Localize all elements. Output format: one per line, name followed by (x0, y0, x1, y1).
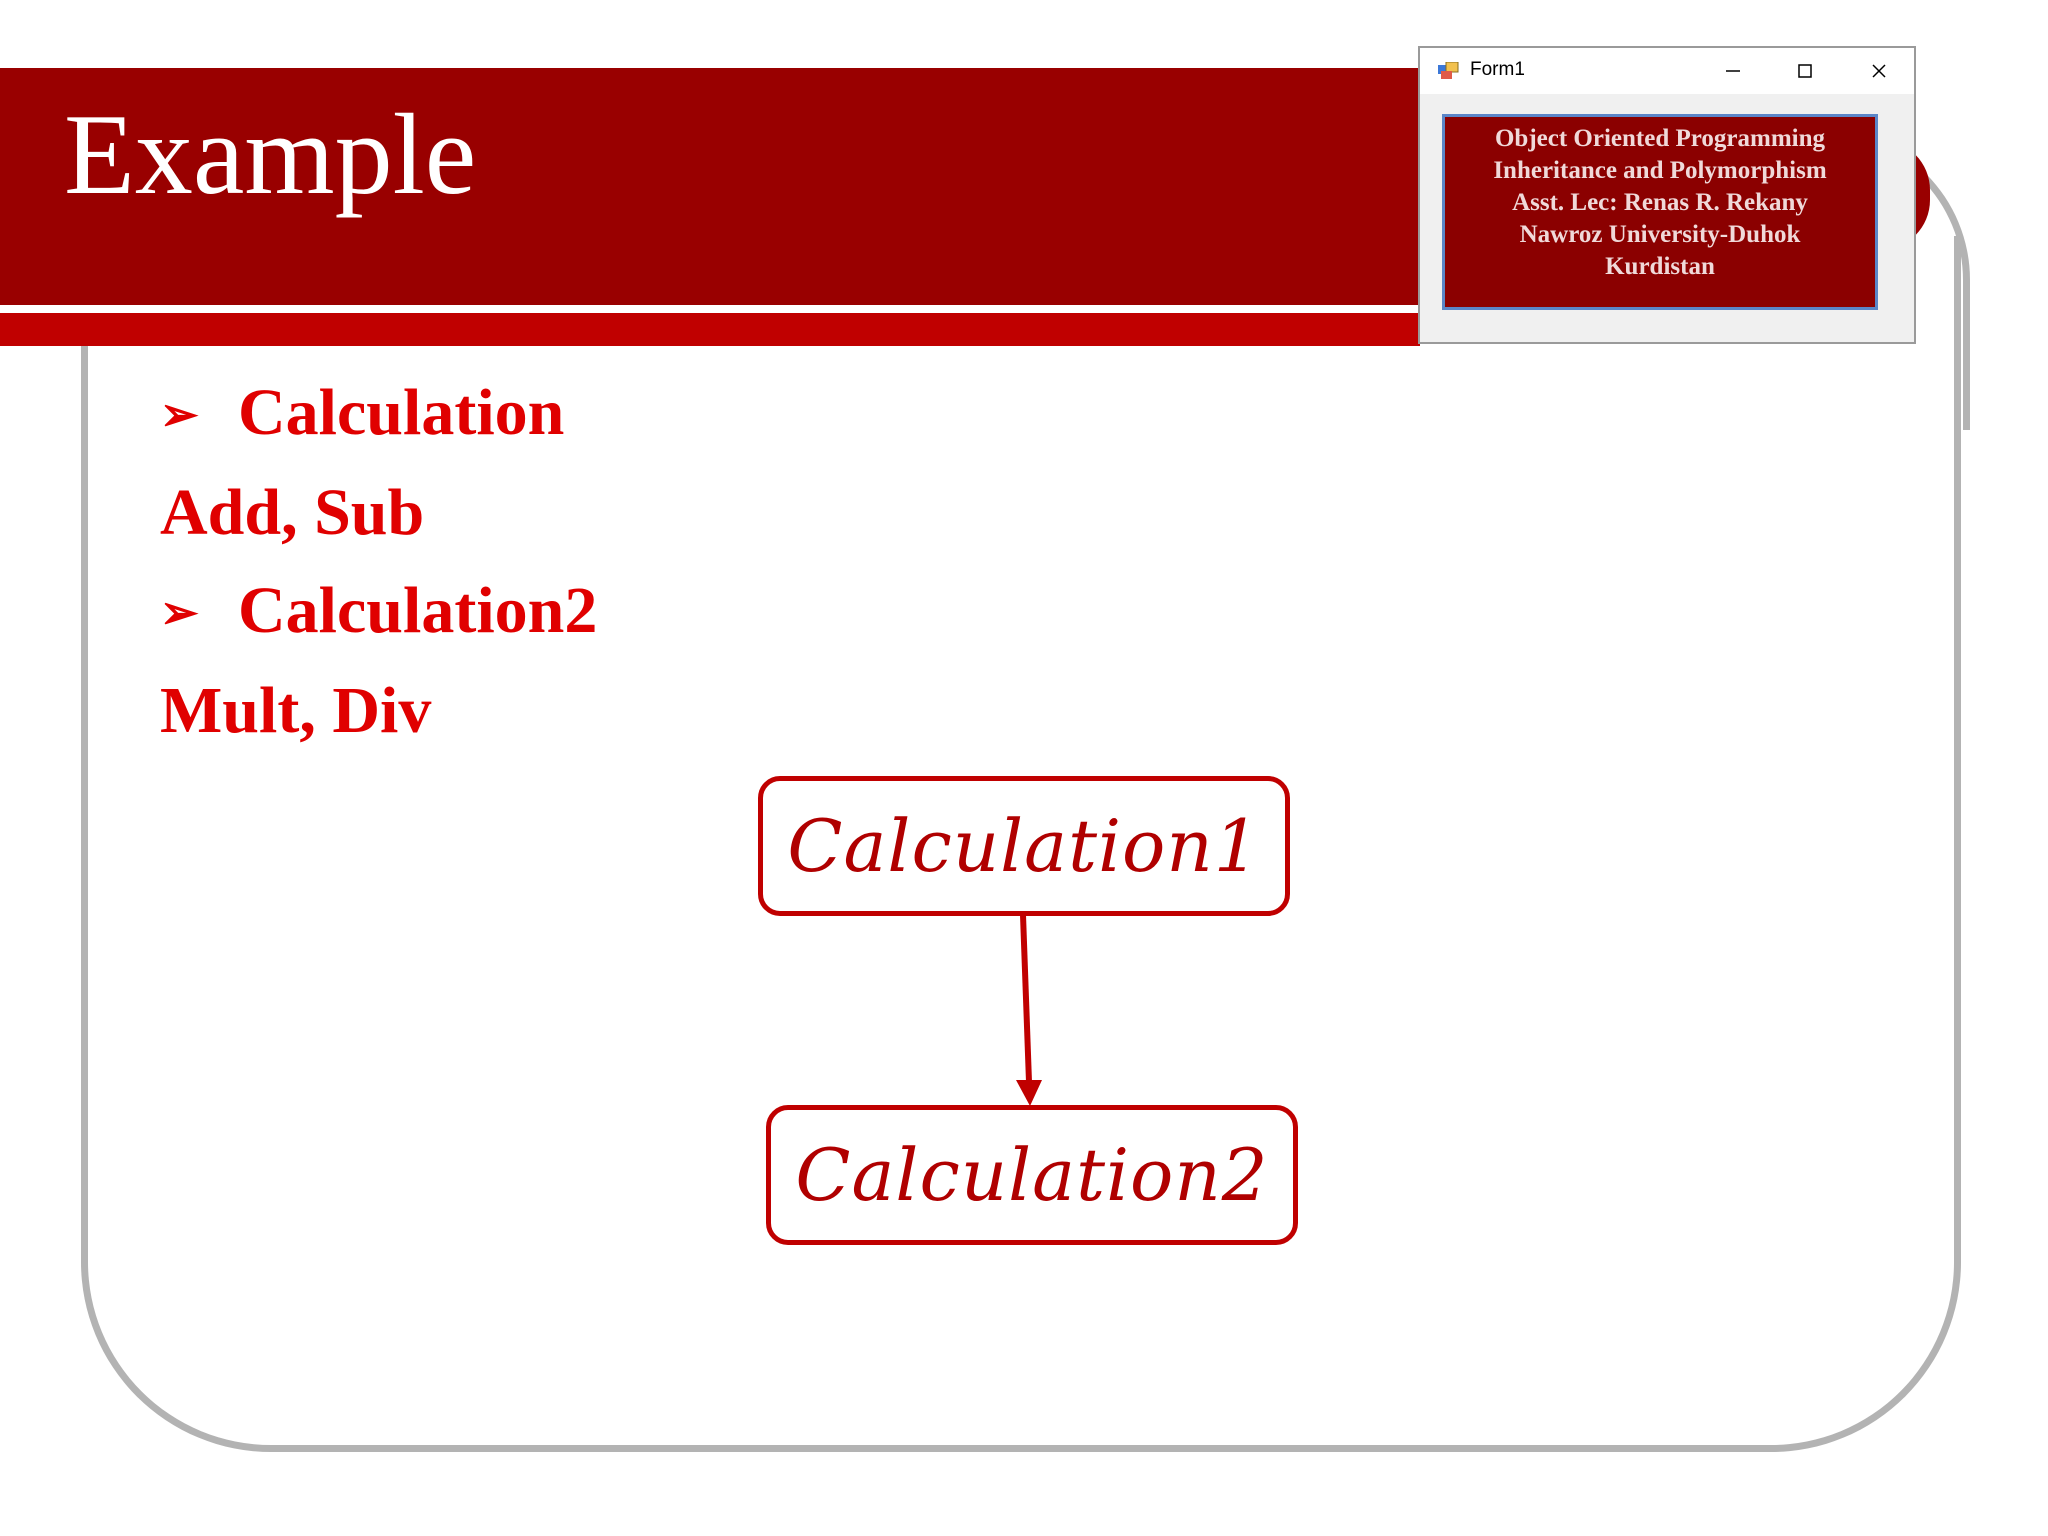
close-icon (1870, 62, 1888, 80)
minimize-button[interactable] (1698, 48, 1768, 94)
list-item-text: Add, Sub (160, 476, 425, 549)
parent-class-label: Calculation1 (787, 804, 1261, 888)
close-button[interactable] (1844, 48, 1914, 94)
parent-class-box (758, 776, 1290, 916)
arrow-bullet-icon: ➢ (160, 586, 199, 638)
maximize-button[interactable] (1770, 48, 1840, 94)
list-item-text: Mult, Div (160, 674, 432, 747)
panel-line: Object Oriented Programming (1494, 125, 1826, 152)
minimize-icon (1724, 62, 1742, 80)
list-item-text: Calculation (238, 376, 565, 449)
form-window (1418, 46, 1916, 344)
panel-line: Inheritance and Polymorphism (1493, 157, 1827, 184)
panel-line: Nawroz University-Duhok (1519, 221, 1801, 248)
window-titlebar[interactable] (1420, 48, 1914, 94)
slide-title: Example (64, 91, 477, 219)
panel-line: Kurdistan (1605, 253, 1715, 280)
list-item-text: Calculation2 (238, 574, 598, 647)
info-panel (1442, 114, 1878, 310)
child-class-label: Calculation2 (795, 1133, 1269, 1217)
form-app-icon (1438, 62, 1460, 80)
connector-arrowhead-icon (1016, 1080, 1042, 1106)
panel-line: Asst. Lec: Renas R. Rekany (1512, 189, 1808, 216)
window-title: Form1 (1470, 59, 1525, 80)
maximize-icon (1796, 62, 1814, 80)
connector-line (1023, 915, 1029, 1082)
child-class-box (766, 1105, 1298, 1245)
arrow-bullet-icon: ➢ (160, 388, 199, 440)
